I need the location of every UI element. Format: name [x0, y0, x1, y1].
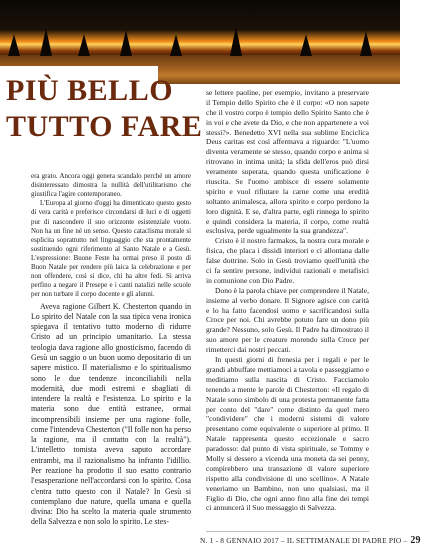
tree-silhouette	[230, 26, 242, 56]
paragraph: Dono è la parola chiave per comprendere il Natale, insieme al verbo donare. Il Signore agisce con carità e lo ha fatto facendosi uomo e sacrificandosi sulla Croce per noi. Chi avrebbe potuto fare un dono più grande? Nessuno, solo Gesù. Il Padre ha dimostrato il suo amore per le creature morendo sulla Croce per rimetterci dai nostri peccati.	[206, 285, 370, 355]
footer-rule	[206, 531, 369, 532]
article-title-line-1: PIÙ BELLO	[6, 74, 174, 107]
page-footer	[200, 535, 421, 546]
footer-issue-info: N. 1 - 8 GENNAIO 2017 – IL SETTIMANALE DI PADRE PIO –	[200, 536, 408, 545]
tree-silhouette	[360, 31, 372, 56]
paragraph: L'Europa al giorno d'oggi ha dimenticato questo gesto di vera carità e preferisce circondarsi di luci e di oggetti pur di nascondere il suo orizzonte esistenziale vuoto. Non ha un fine né un senso. Questo cataclisma morale si esplicita soprattutto nel linguaggio che sta prontamente sostituendo ogni riferimento al Santo Natale e a Gesù. L'espressione: Buone Feste ha ormai preso il posto di Buon Natale per rendere più laica la celebrazione e per non offendere, così si dice, chi ha altre fedi. Si arriva perfino a negare il Presepe e i canti natalizi nelle scuole per non turbare il corpo docente e gli alunni.	[31, 199, 191, 299]
paragraph: In questi giorni di frenesia per i regali e per le grandi abbuffate mettiamoci a tavola e passeggiamo e meditiamo sulla nascita di Cristo. Facciamolo tenendo a mente le parole di Chesterton: «Il regalo di Natale sono simbolo di una protesta permanente fatta per conto del "dare" come distinto da quel mero "condividere" che i moderni sistemi di valore presentano come equivalente o superiore al primo. Il Natale rappresenta questo eccezionale e sacro paradosso: dal punto di vista spirituale, se Tommy e Molly si dessero a vicenda una moneta da sei penny, compirebbero una transazione di valore superiore rispetto alla condivisione di uno scellino». A Natale veneriamo un Bambino, non uno qualsiasi, ma il Figlio di Dio, che ogni anno fino alla fine dei tempi ci annuncerà il Suo messaggio di Salvezza.	[206, 355, 369, 513]
paragraph: era grato. Ancora oggi genera scandalo perché un amore disinteressato dimostra la nullità dell'utilitarismo che giustifica l'agire contemporaneo.	[31, 172, 191, 199]
paragraph: se lettere paoline, per esempio, invitano a preservare il Tempio dello Spirito che è il corpo: «O non sapete che il vostro corpo è tempio dello Spirito Santo che è in voi e che avete da Dio, e che non appartenete a voi stessi?». Benedetto XVI nella sua sublime Enciclica Deus caritas est così affermava a riguardo: "L'uomo diventa veramente se stesso, quando corpo e anima si ritrovano in intima unità; la sfida dell'eros può dirsi veramente superata, quando questa unificazione è riuscita. Se l'uomo ambisce di essere solamente spirito e vuol rifiutare la carne come una eredità soltanto animalesca, allora spirito e corpo perdono la loro dignità. E se, d'altra parte, egli rinnega lo spirito e quindi considera la materia, il corpo, come realtà esclusiva, perde ugualmente la sua grandezza".	[206, 88, 369, 236]
tree-silhouette	[40, 28, 52, 56]
left-column-top	[31, 172, 191, 300]
left-column-bottom	[31, 302, 191, 528]
tree-silhouette	[120, 30, 132, 56]
tree-silhouette	[300, 34, 312, 56]
right-column	[206, 88, 369, 513]
page-number: 29	[410, 535, 421, 546]
paragraph: Cristo è il nostro farmakos, la nostra cura morale e fisica, che placa i dissidi interiori e ci allontana dalle false dottrine. Solo in Gesù troviamo quell'unità che ci fa sentire persone, individui razionali e metafisici in comunione con Dio Padre.	[206, 236, 369, 285]
tree-silhouette	[170, 34, 182, 56]
article-title-line-2: TUTTO FARE	[6, 110, 203, 143]
paragraph: Aveva ragione Gilbert K. Chesterton quando in Lo spirito del Natale con la sua tipica vena ironica spiegava il tentativo tutto moderno di ridurre Cristo ad un principio umanitario. La stessa teologia dava ragione allo gnosticismo, facendo di Gesù un saggio o un buon uomo depositario di un sapere mistico. Il materialismo e lo spiritualismo sono le due tendenze inconciliabili nella modernità, due modi estremi e sbagliati di intendere la realtà e l'esistenza. Lo spirito e la materia sono due entità estranee, ormai incomprensibili insieme per una ragione folle, come l'intendeva Chesterton ("Il folle non ha perso la ragione, ma il contatto con la realtà"). L'intelletto tomista aveva saputo accordare entrambi, ma il razionalismo ha infranto l'idillio. Per reazione ha prodotto il suo esatto contrario l'esasperazione nell'accordarsi con lo spirito. Cosa c'entra tutto questo con il Natale? In Gesù si contemplano due nature, quella umana e quella divina: Dio ha scelto la materia quale strumento della Salvezza e non solo lo spirito. Le stes-	[31, 301, 191, 527]
sunset-glow	[0, 30, 400, 56]
tree-silhouette	[8, 34, 20, 56]
tree-silhouette	[78, 34, 90, 56]
